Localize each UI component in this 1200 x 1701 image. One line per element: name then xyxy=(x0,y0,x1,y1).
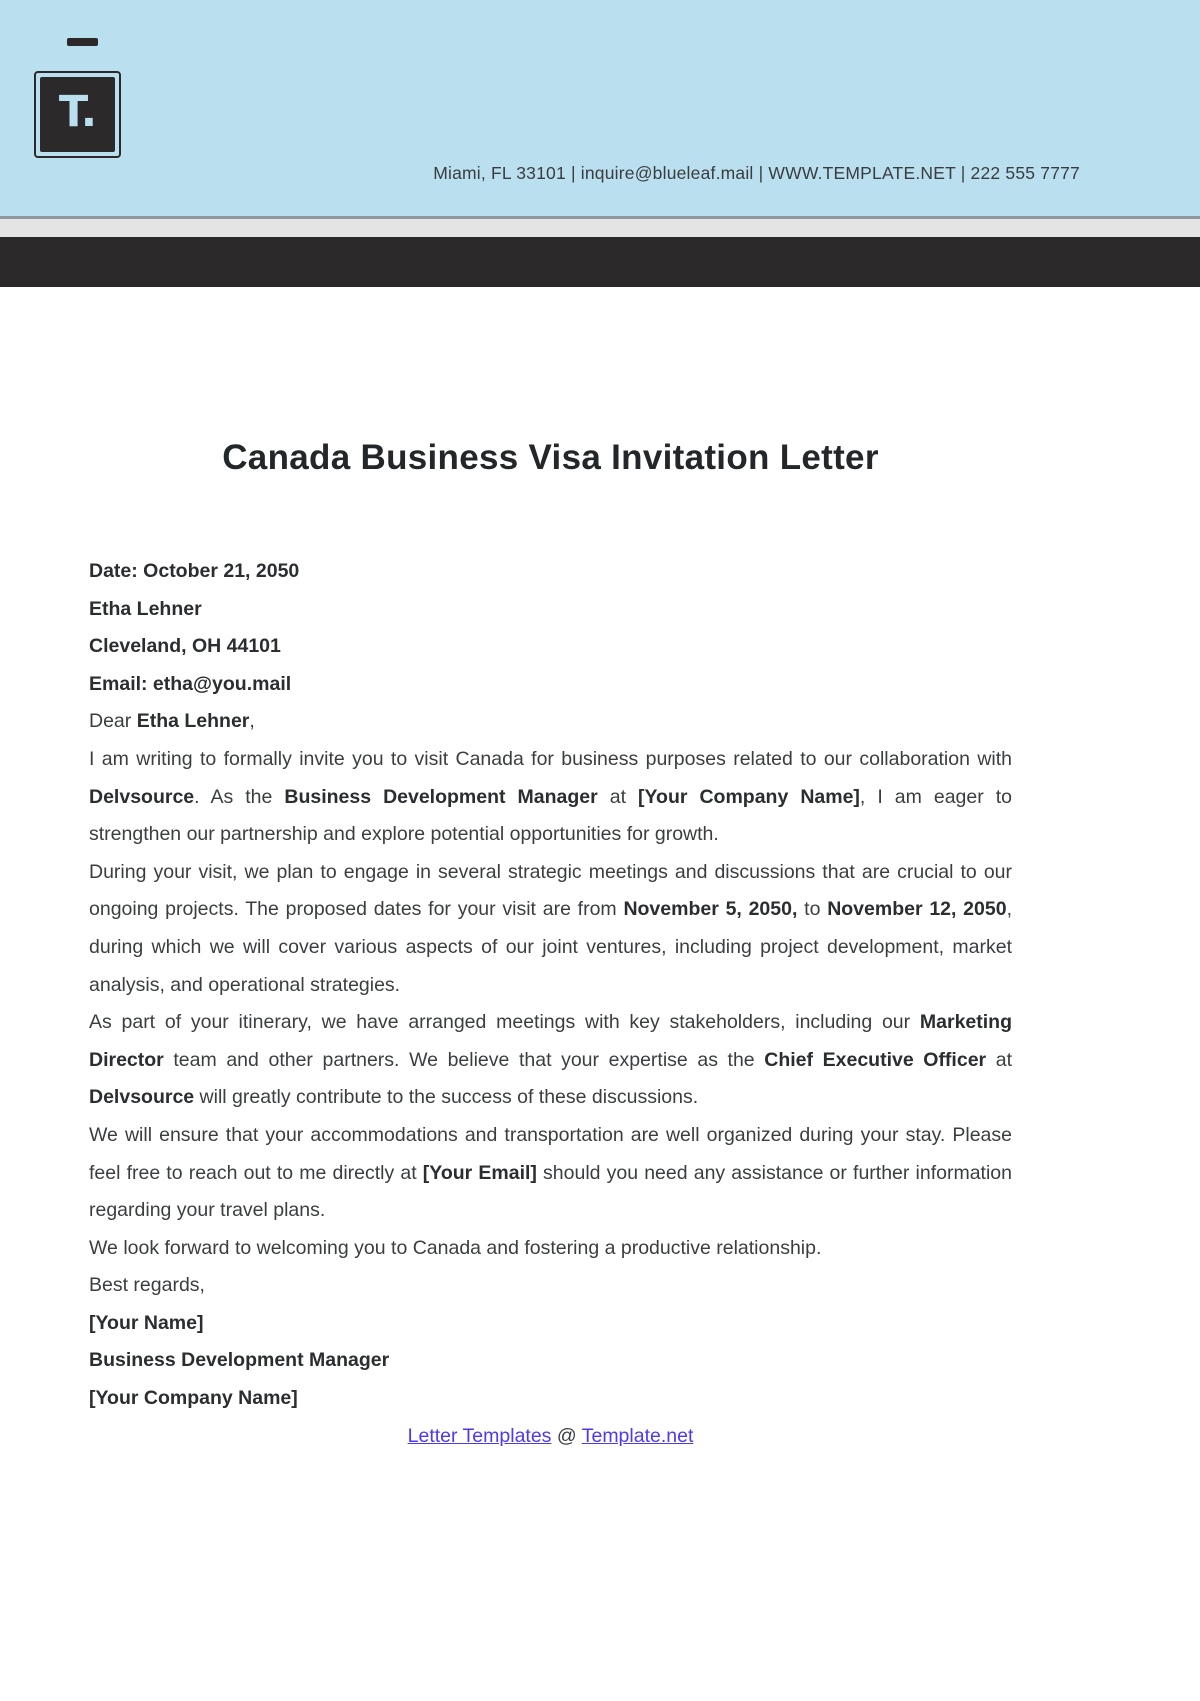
signature-role: Business Development Manager xyxy=(89,1349,390,1372)
text-segment: , during which we will cover various aspects of our joint ventures, including project development, market analysis, and operational strategies. xyxy=(89,898,1012,996)
template-logo-glyph: T. xyxy=(58,87,97,137)
bold-text-segment: Business Development Manager xyxy=(284,785,598,808)
bold-text-segment: November 12, 2050 xyxy=(827,898,1007,921)
contact-info: Miami, FL 33101 | inquire@blueleaf.mail | WWW.TEMPLATE.NET | 222 555 7777 xyxy=(433,163,1080,183)
salutation xyxy=(89,703,1012,741)
bold-text-segment: Etha Lehner xyxy=(136,710,250,733)
paragraph-accommodations xyxy=(89,1117,1012,1230)
template-net-link[interactable]: Template.net xyxy=(581,1424,694,1447)
text-segment: at xyxy=(986,1048,1012,1071)
bold-text-segment: Chief Executive Officer xyxy=(764,1048,987,1071)
text-segment: should you need any assistance or further information regarding your travel plans. xyxy=(89,1161,1012,1222)
recipient-name-line: Etha Lehner xyxy=(89,597,202,620)
text-segment: at xyxy=(597,785,638,808)
letterhead-dash xyxy=(67,38,98,46)
letter-text xyxy=(89,553,1012,1455)
signature-name: [Your Name] xyxy=(89,1311,204,1334)
text-segment: to xyxy=(797,898,828,921)
template-logo xyxy=(34,71,121,158)
text-segment: . As the xyxy=(194,785,285,808)
letter-templates-link[interactable]: Letter Templates xyxy=(407,1424,552,1447)
recipient-email-line: Email: etha@you.mail xyxy=(89,672,292,695)
paragraph-visit-dates xyxy=(89,854,1012,1004)
text-segment: As part of your itinerary, we have arranged meetings with key stakeholders, including our xyxy=(89,1011,920,1034)
text-segment: During your visit, we plan to engage in several strategic meetings and discussions that are crucial to our ongoing projects. The proposed dates for your visit are from xyxy=(89,860,1012,921)
recipient-address-line: Cleveland, OH 44101 xyxy=(89,635,281,658)
paragraph-itinerary xyxy=(89,1004,1012,1117)
signature-company: [Your Company Name] xyxy=(89,1387,298,1410)
text-segment: , I am eager to strengthen our partnership and explore potential opportunities for growth. xyxy=(89,785,1012,846)
paragraph-look-forward: We look forward to welcoming you to Canada and fostering a productive relationship. xyxy=(89,1236,822,1259)
bold-text-segment: [Your Company Name] xyxy=(638,785,860,808)
bold-text-segment: Delvsource xyxy=(89,1086,195,1109)
bold-text-segment: Delvsource xyxy=(89,785,195,808)
text-segment: will greatly contribute to the success of these discussions. xyxy=(194,1086,699,1109)
text-segment: , xyxy=(249,710,255,733)
bold-text-segment: November 5, 2050, xyxy=(623,898,798,921)
footer-attribution xyxy=(89,1418,1012,1456)
template-logo-box xyxy=(40,77,115,152)
bold-text-segment: Marketing Director xyxy=(89,1011,1012,1071)
closing-line: Best regards, xyxy=(89,1274,205,1297)
text-segment: We will ensure that your accommodations and transportation are well organized during your stay. Please feel free to reach out to me directly at xyxy=(89,1123,1012,1184)
date-line: Date: October 21, 2050 xyxy=(89,560,300,582)
letter-body xyxy=(0,437,1200,1455)
letterhead xyxy=(0,0,1200,219)
footer-separator: @ xyxy=(551,1424,582,1447)
text-segment: team and other partners. We believe that your expertise as the xyxy=(163,1048,765,1071)
text-segment: Dear xyxy=(89,710,137,733)
paragraph-invitation xyxy=(89,741,1012,854)
divider-strip-light xyxy=(0,219,1200,237)
text-segment: I am writing to formally invite you to visit Canada for business purposes related to our collaboration with xyxy=(89,747,1012,770)
divider-strip-dark xyxy=(0,237,1200,287)
bold-text-segment: [Your Email] xyxy=(422,1161,537,1184)
letter-title: Canada Business Visa Invitation Letter xyxy=(222,438,879,477)
